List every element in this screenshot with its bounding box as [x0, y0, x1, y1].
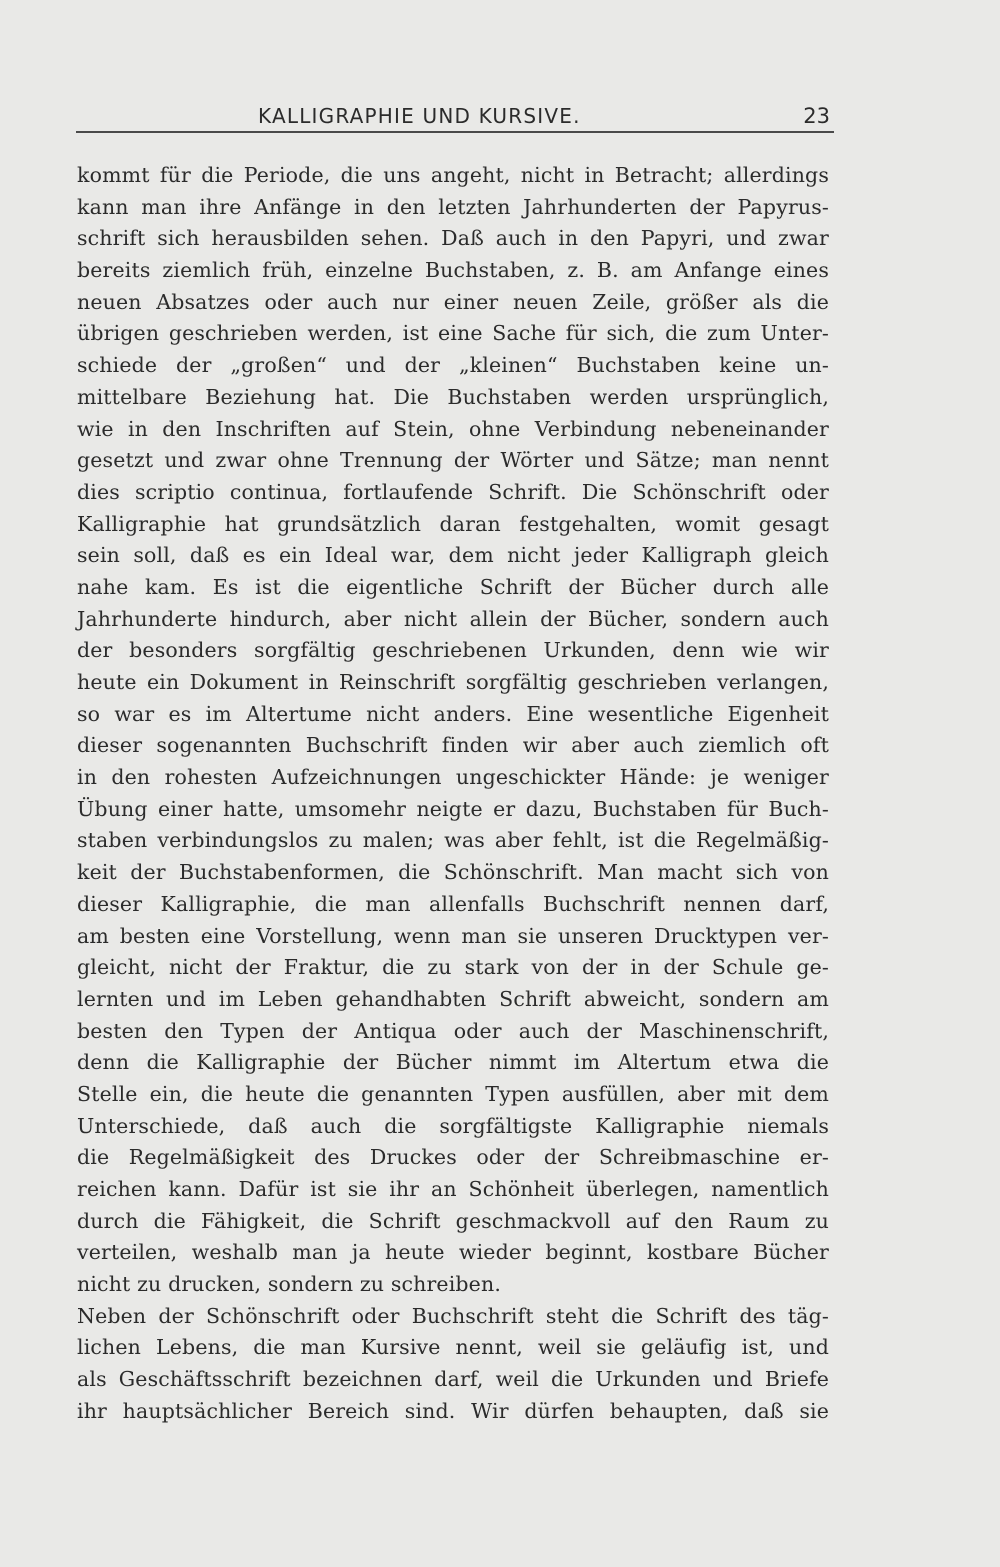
- text-line: durch die Fähigkeit, die Schrift geschmackvoll auf den Raum zu: [77, 1208, 829, 1233]
- text-line: Stelle ein, die heute die genannten Typen ausfüllen, aber mit dem: [77, 1081, 829, 1106]
- text-line: schrift sich herausbilden sehen. Daß auch in den Papyri, und zwar: [77, 226, 829, 251]
- text-line: als Geschäftsschrift bezeichnen darf, weil die Urkunden und Briefe: [77, 1367, 829, 1392]
- text-line: übrigen geschrieben werden, ist eine Sache für sich, die zum Unter-: [77, 321, 829, 346]
- text-line: verteilen, weshalb man ja heute wieder beginnt, kostbare Bücher: [77, 1240, 829, 1265]
- text-line: am besten eine Vorstellung, wenn man sie unseren Drucktypen ver-: [77, 923, 829, 948]
- text-line: dieser sogenannten Buchschrift finden wir aber auch ziemlich oft: [77, 733, 829, 758]
- running-title: KALLIGRAPHIE UND KURSIVE.: [258, 104, 581, 128]
- text-line: dieser Kalligraphie, die man allenfalls Buchschrift nennen darf,: [77, 891, 829, 916]
- text-line: der besonders sorgfältig geschriebenen Urkunden, denn wie wir: [77, 638, 829, 663]
- text-line: wie in den Inschriften auf Stein, ohne Verbindung nebeneinander: [77, 416, 829, 441]
- text-line: sein soll, daß es ein Ideal war, dem nicht jeder Kalligraph gleich: [77, 543, 829, 568]
- text-line: so war es im Altertume nicht anders. Eine wesentliche Eigenheit: [77, 701, 829, 726]
- text-line: bereits ziemlich früh, einzelne Buchstaben, z. B. am Anfange eines: [77, 258, 829, 283]
- text-line: kann man ihre Anfänge in den letzten Jahrhunderten der Papyrus-: [77, 194, 829, 219]
- text-line: lichen Lebens, die man Kursive nennt, weil sie geläufig ist, und: [77, 1335, 829, 1360]
- text-line: Jahrhunderte hindurch, aber nicht allein der Bücher, sondern auch: [77, 606, 829, 631]
- text-line: nahe kam. Es ist die eigentliche Schrift der Bücher durch alle: [77, 574, 829, 599]
- paragraph-end-line: nicht zu drucken, sondern zu schreiben.: [77, 1272, 501, 1297]
- text-line: ihr hauptsächlicher Bereich sind. Wir dürfen behaupten, daß sie: [77, 1398, 829, 1423]
- text-line: kommt für die Periode, die uns angeht, nicht in Betracht; allerdings: [77, 163, 829, 187]
- text-line: schiede der „großen“ und der „kleinen“ Buchstaben keine un-: [77, 353, 829, 378]
- text-line: Unterschiede, daß auch die sorgfältigste Kalligraphie niemals: [77, 1113, 829, 1138]
- text-line: Neben der Schönschrift oder Buchschrift steht die Schrift des täg-: [77, 1303, 829, 1328]
- running-header: [76, 104, 830, 132]
- text-line: reichen kann. Dafür ist sie ihr an Schönheit überlegen, namentlich: [77, 1177, 829, 1201]
- header-rule: [76, 131, 834, 133]
- text-line: keit der Buchstabenformen, die Schönschrift. Man macht sich von: [77, 860, 829, 885]
- text-line: denn die Kalligraphie der Bücher nimmt im Altertum etwa die: [77, 1050, 829, 1075]
- text-line: gesetzt und zwar ohne Trennung der Wörter und Sätze; man nennt: [77, 448, 829, 473]
- text-line: lernten und im Leben gehandhabten Schrift abweicht, sondern am: [77, 986, 829, 1011]
- body-text: [77, 160, 829, 1428]
- text-line: in den rohesten Aufzeichnungen ungeschickter Hände: je weniger: [77, 765, 829, 790]
- text-line: mittelbare Beziehung hat. Die Buchstaben werden ursprünglich,: [77, 384, 829, 409]
- text-line: Kalligraphie hat grundsätzlich daran festgehalten, womit gesagt: [77, 511, 829, 536]
- text-line: heute ein Dokument in Reinschrift sorgfältig geschrieben verlangen,: [77, 670, 829, 694]
- text-line: dies scriptio continua, fortlaufende Schrift. Die Schönschrift oder: [77, 479, 829, 504]
- text-line: die Regelmäßigkeit des Druckes oder der Schreibmaschine er-: [77, 1145, 829, 1170]
- text-line: Übung einer hatte, umsomehr neigte er dazu, Buchstaben für Buch-: [77, 796, 829, 821]
- text-line: besten den Typen der Antiqua oder auch der Maschinenschrift,: [77, 1018, 829, 1043]
- page-number: 23: [803, 104, 830, 128]
- text-line: neuen Absatzes oder auch nur einer neuen Zeile, größer als die: [77, 289, 829, 314]
- text-line: gleicht, nicht der Fraktur, die zu stark von der in der Schule ge-: [77, 955, 829, 980]
- text-line: staben verbindungslos zu malen; was aber fehlt, ist die Regelmäßig-: [77, 828, 829, 853]
